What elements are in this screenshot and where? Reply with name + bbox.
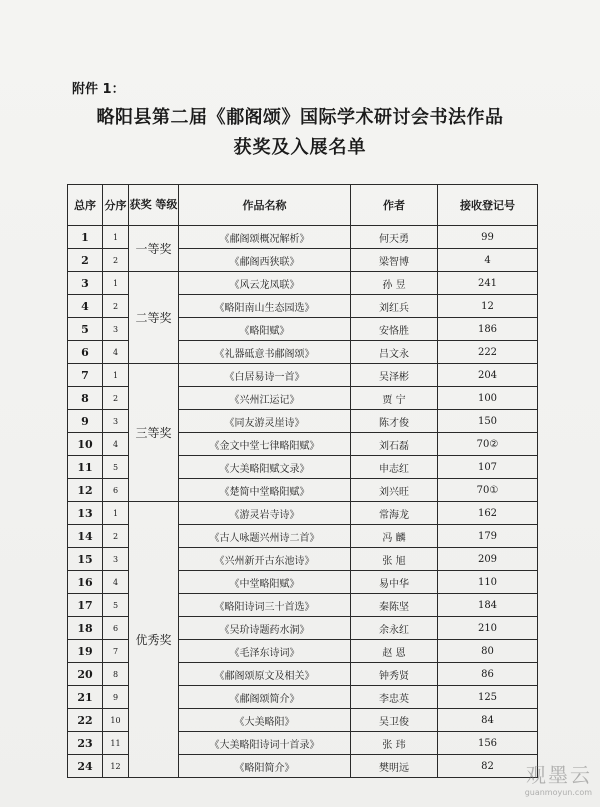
row-work-title: 《金文中堂七律略阳赋》: [179, 433, 351, 456]
row-sub-no: 3: [103, 548, 129, 571]
row-sub-no: 1: [103, 502, 129, 525]
row-author: 贾 宁: [351, 387, 438, 410]
row-reg-no: 70①: [438, 479, 538, 502]
row-author: 孙 昱: [351, 272, 438, 295]
row-reg-no: 241: [438, 272, 538, 295]
row-author: 吴泽彬: [351, 364, 438, 387]
row-total-no: 18: [68, 617, 103, 640]
row-sub-no: 2: [103, 249, 129, 272]
row-work-title: 《兴州新开古东池诗》: [179, 548, 351, 571]
row-sub-no: 8: [103, 663, 129, 686]
row-sub-no: 5: [103, 456, 129, 479]
row-author: 梁智博: [351, 249, 438, 272]
row-work-title: 《略阳简介》: [179, 755, 351, 778]
row-total-no: 2: [68, 249, 103, 272]
row-author: 张 玮: [351, 732, 438, 755]
row-work-title: 《楚简中堂略阳赋》: [179, 479, 351, 502]
row-author: 刘红兵: [351, 295, 438, 318]
row-total-no: 4: [68, 295, 103, 318]
row-author: 常海龙: [351, 502, 438, 525]
row-author: 吕文永: [351, 341, 438, 364]
row-reg-no: 84: [438, 709, 538, 732]
row-author: 何天勇: [351, 226, 438, 249]
row-reg-no: 210: [438, 617, 538, 640]
row-total-no: 24: [68, 755, 103, 778]
row-reg-no: 150: [438, 410, 538, 433]
row-sub-no: 6: [103, 479, 129, 502]
row-award-level: 一等奖: [129, 226, 179, 272]
row-total-no: 22: [68, 709, 103, 732]
row-work-title: 《古人咏题兴州诗二首》: [179, 525, 351, 548]
row-award-level: 优秀奖: [129, 502, 179, 778]
row-author: 陈才俊: [351, 410, 438, 433]
row-total-no: 5: [68, 318, 103, 341]
row-total-no: 23: [68, 732, 103, 755]
row-sub-no: 2: [103, 387, 129, 410]
table-row: [68, 364, 538, 387]
row-sub-no: 4: [103, 571, 129, 594]
row-sub-no: 1: [103, 364, 129, 387]
row-sub-no: 3: [103, 318, 129, 341]
row-total-no: 19: [68, 640, 103, 663]
row-sub-no: 7: [103, 640, 129, 663]
row-sub-no: 1: [103, 272, 129, 295]
row-total-no: 10: [68, 433, 103, 456]
awards-table: [67, 184, 538, 778]
header-total-no: 总序: [68, 185, 103, 226]
row-sub-no: 10: [103, 709, 129, 732]
row-total-no: 14: [68, 525, 103, 548]
row-reg-no: 184: [438, 594, 538, 617]
row-award-level: 三等奖: [129, 364, 179, 502]
row-total-no: 9: [68, 410, 103, 433]
row-work-title: 《吴玠诗题药水洞》: [179, 617, 351, 640]
row-author: 冯 麟: [351, 525, 438, 548]
document-subtitle: 获奖及入展名单: [233, 137, 367, 158]
row-reg-no: 100: [438, 387, 538, 410]
row-work-title: 《礼器砥意书郙阁颂》: [179, 341, 351, 364]
row-work-title: 《郙阁颂简介》: [179, 686, 351, 709]
row-work-title: 《略阳诗词三十首选》: [179, 594, 351, 617]
table-header-row: [68, 185, 538, 226]
row-work-title: 《兴州江运记》: [179, 387, 351, 410]
attachment-label: 附件 1：: [72, 82, 125, 97]
row-reg-no: 186: [438, 318, 538, 341]
row-work-title: 《中堂略阳赋》: [179, 571, 351, 594]
row-work-title: 《风云龙凤联》: [179, 272, 351, 295]
row-total-no: 17: [68, 594, 103, 617]
row-work-title: 《大美略阳赋文录》: [179, 456, 351, 479]
row-total-no: 7: [68, 364, 103, 387]
row-total-no: 21: [68, 686, 103, 709]
row-work-title: 《大美略阳》: [179, 709, 351, 732]
row-author: 吴卫俊: [351, 709, 438, 732]
header-work: 作品名称: [179, 185, 351, 226]
row-sub-no: 2: [103, 525, 129, 548]
row-reg-no: 156: [438, 732, 538, 755]
watermark-text: 观墨云: [526, 763, 592, 787]
row-reg-no: 222: [438, 341, 538, 364]
document-title: 略阳县第二届《郙阁颂》国际学术研讨会书法作品: [96, 107, 504, 128]
row-author: 樊明远: [351, 755, 438, 778]
row-reg-no: 204: [438, 364, 538, 387]
row-work-title: 《大美略阳诗词十首录》: [179, 732, 351, 755]
row-total-no: 13: [68, 502, 103, 525]
row-total-no: 3: [68, 272, 103, 295]
row-reg-no: 162: [438, 502, 538, 525]
row-reg-no: 86: [438, 663, 538, 686]
row-total-no: 16: [68, 571, 103, 594]
row-author: 钟秀贤: [351, 663, 438, 686]
row-work-title: 《郙阁西狭联》: [179, 249, 351, 272]
row-work-title: 《略阳赋》: [179, 318, 351, 341]
row-total-no: 20: [68, 663, 103, 686]
row-total-no: 1: [68, 226, 103, 249]
row-reg-no: 12: [438, 295, 538, 318]
row-author: 李忠英: [351, 686, 438, 709]
row-reg-no: 209: [438, 548, 538, 571]
header-sub-no: 分序: [103, 185, 129, 226]
row-sub-no: 9: [103, 686, 129, 709]
table-body: [68, 226, 538, 778]
row-reg-no: 110: [438, 571, 538, 594]
row-sub-no: 3: [103, 410, 129, 433]
row-author: 申志红: [351, 456, 438, 479]
row-author: 刘石磊: [351, 433, 438, 456]
row-work-title: 《郙阁颂概况解析》: [179, 226, 351, 249]
table-row: [68, 272, 538, 295]
row-work-title: 《白居易诗一首》: [179, 364, 351, 387]
row-reg-no: 70②: [438, 433, 538, 456]
row-total-no: 11: [68, 456, 103, 479]
row-reg-no: 82: [438, 755, 538, 778]
row-author: 易中华: [351, 571, 438, 594]
row-reg-no: 125: [438, 686, 538, 709]
row-author: 刘兴旺: [351, 479, 438, 502]
row-sub-no: 2: [103, 295, 129, 318]
header-author: 作者: [351, 185, 438, 226]
row-sub-no: 1: [103, 226, 129, 249]
row-award-level: 二等奖: [129, 272, 179, 364]
row-sub-no: 6: [103, 617, 129, 640]
table-row: [68, 502, 538, 525]
row-total-no: 15: [68, 548, 103, 571]
row-total-no: 12: [68, 479, 103, 502]
row-author: 张 旭: [351, 548, 438, 571]
row-sub-no: 12: [103, 755, 129, 778]
row-reg-no: 99: [438, 226, 538, 249]
row-author: 余永红: [351, 617, 438, 640]
row-sub-no: 5: [103, 594, 129, 617]
row-sub-no: 4: [103, 433, 129, 456]
header-award: 获奖 等级: [129, 185, 179, 226]
row-work-title: 《毛泽东诗词》: [179, 640, 351, 663]
row-work-title: 《略阳南山生态园选》: [179, 295, 351, 318]
table-row: [68, 226, 538, 249]
row-sub-no: 11: [103, 732, 129, 755]
row-total-no: 6: [68, 341, 103, 364]
row-total-no: 8: [68, 387, 103, 410]
row-work-title: 《游灵岩寺诗》: [179, 502, 351, 525]
row-reg-no: 179: [438, 525, 538, 548]
watermark-logo: [525, 759, 592, 797]
row-reg-no: 80: [438, 640, 538, 663]
row-author: 秦陈坚: [351, 594, 438, 617]
row-reg-no: 107: [438, 456, 538, 479]
row-sub-no: 4: [103, 341, 129, 364]
watermark-url: guanmoyun.com: [524, 788, 592, 797]
row-author: 安恪胜: [351, 318, 438, 341]
row-work-title: 《同友游灵崖诗》: [179, 410, 351, 433]
row-work-title: 《郙阁颂原文及相关》: [179, 663, 351, 686]
row-author: 赵 恩: [351, 640, 438, 663]
header-reg-no: 接收登记号: [438, 185, 538, 226]
row-reg-no: 4: [438, 249, 538, 272]
